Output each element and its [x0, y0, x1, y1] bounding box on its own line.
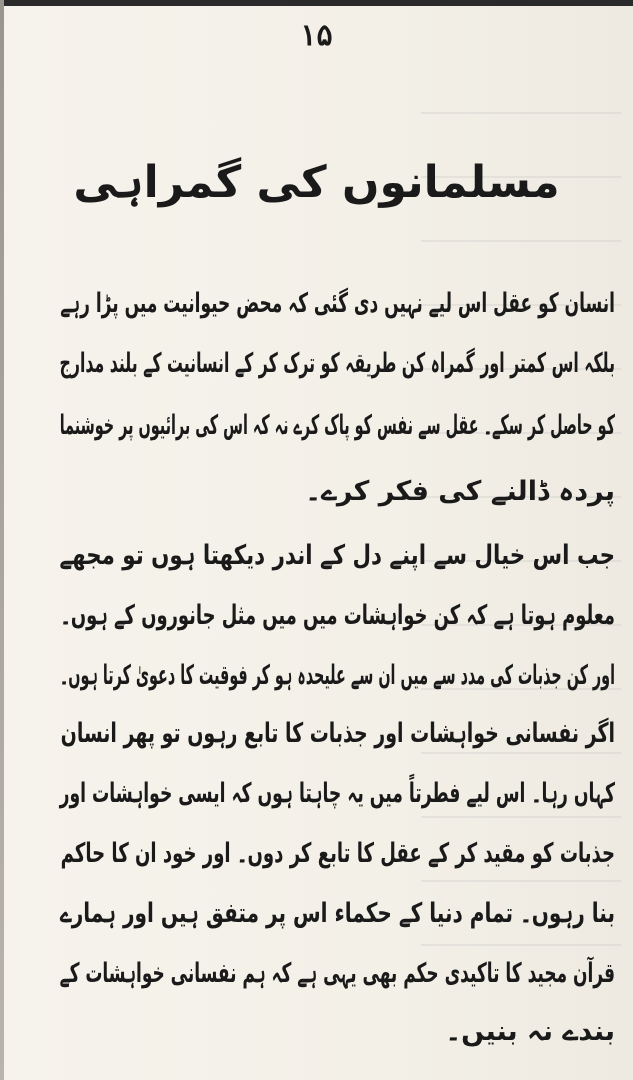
page-number: ۱۵ — [300, 18, 333, 53]
body-line: جذبات کو مقید کر کے عقل کا تابع کر دوں۔ اور خود ان کا حاکم — [60, 838, 615, 869]
chapter-title: مسلمانوں کی گمراہی — [73, 157, 560, 208]
body-line: اگر نفسانی خواہشات اور جذبات کا تابع رہوں تو پھر انسان — [60, 718, 615, 749]
body-line: پردہ ڈالنے کی فکر کرے۔ — [305, 476, 615, 507]
body-line: کو حاصل کر سکے۔ عقل سے نفس کو پاک کرے نہ کہ اس کی برائیوں پر خوشنما — [59, 410, 615, 441]
scan-top-border — [0, 0, 633, 6]
body-line: انسان کو عقل اس لیے نہیں دی گئی کہ محض حیوانیت میں پڑا رہے — [60, 288, 616, 319]
body-line: بنا رہوں۔ تمام دنیا کے حکماء اس پر متفق ہیں اور ہمارے — [59, 898, 616, 929]
body-line: کہاں رہا۔ اس لیے فطرتاً میں یہ چاہتا ہوں کہ ایسی خواہشات اور — [59, 778, 615, 809]
body-line: بلکہ اس کمتر اور گمراہ کن طریقہ کو ترک کر کے انسانیت کے بلند مدارج — [59, 348, 616, 379]
body-line: معلوم ہوتا ہے کہ کن خواہشات میں میں مثل جانوروں کے ہوں۔ — [60, 600, 616, 631]
page-gutter — [0, 0, 4, 1080]
body-line: جب اس خیال سے اپنے دل کے اندر دیکھتا ہوں تو مجھے — [59, 540, 616, 571]
body-line: اور کن جذبات کی مدد سے میں ان سے علیحدہ ہو کر فوقیت کا دعویٰ کرتا ہوں۔ — [59, 660, 615, 691]
body-line: بندے نہ بنیں۔ — [445, 1016, 615, 1047]
body-line: قرآن مجید کا تاکیدی حکم بھی یہی ہے کہ ہم نفسانی خواہشات کے — [59, 958, 615, 989]
